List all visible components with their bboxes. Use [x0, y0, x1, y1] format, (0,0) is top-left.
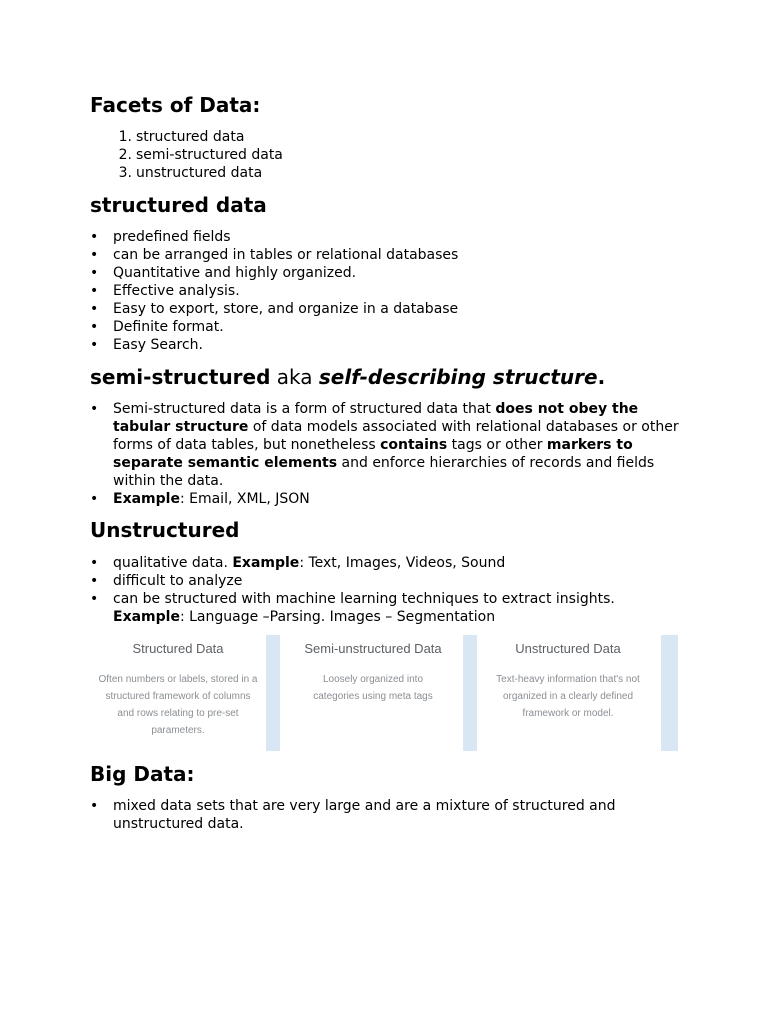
- list-item: • Easy to export, store, and organize in a database: [90, 301, 459, 317]
- data-types-figure: [90, 635, 680, 751]
- figure-divider: [661, 635, 678, 751]
- list-item: • Definite format.: [90, 319, 224, 335]
- list-item: • Example: Email, XML, JSON: [90, 491, 310, 507]
- figure-column-title: Semi-unstructured Data: [304, 641, 442, 656]
- list-item: 2. semi-structured data: [118, 147, 283, 163]
- list-item: • Semi-structured data is a form of structured data that does not obey the tabular structure of data models associated with relational databases or other forms of data tables, but nonetheless contains tags or other markers to separate semantic elements and enforce hierarchies of records and fields within the data.: [90, 401, 679, 489]
- facets-list: [118, 128, 283, 182]
- heading-unstructured: Unstructured: [90, 518, 240, 542]
- heading-structured-data: structured data: [90, 193, 267, 217]
- figure-column-description: Text-heavy information that's not organized in a clearly defined framework or model.: [496, 674, 640, 719]
- list-item: • can be arranged in tables or relational databases: [90, 247, 459, 263]
- heading-facets-of-data: Facets of Data:: [90, 93, 261, 117]
- figure-column-unstructured: [480, 635, 656, 751]
- unstructured-list: [90, 554, 693, 626]
- structured-list: [90, 228, 693, 354]
- list-item: • can be structured with machine learning techniques to extract insights. Example: Language –Parsing. Images – Segmentation: [90, 591, 615, 625]
- figure-column-structured: [90, 635, 266, 751]
- heading-big-data: Big Data:: [90, 762, 195, 786]
- big-data-list: [90, 797, 633, 833]
- list-item: • qualitative data. Example: Text, Images, Videos, Sound: [90, 555, 506, 571]
- figure-divider: [463, 635, 477, 751]
- figure-column-description: Loosely organized into categories using meta tags: [313, 674, 433, 702]
- figure-divider: [266, 635, 280, 751]
- list-item: • mixed data sets that are very large and are a mixture of structured and unstructured data.: [90, 798, 616, 832]
- heading-semi-structured: semi-structured aka self-describing structure.: [90, 365, 606, 389]
- list-item: • Quantitative and highly organized.: [90, 265, 357, 281]
- figure-column-title: Structured Data: [132, 641, 224, 656]
- list-item: • Effective analysis.: [90, 283, 240, 299]
- list-item: 3. unstructured data: [118, 165, 263, 181]
- list-item: • Easy Search.: [90, 337, 204, 353]
- list-item: • difficult to analyze: [90, 573, 243, 589]
- semi-structured-list: [90, 400, 683, 508]
- list-item: • predefined fields: [90, 229, 231, 245]
- list-item: 1. structured data: [118, 129, 245, 145]
- figure-column-title: Unstructured Data: [515, 641, 621, 656]
- figure-column-semi-unstructured: [286, 635, 460, 751]
- figure-column-description: Often numbers or labels, stored in a structured framework of columns and rows relating to pre-set parameters.: [98, 674, 258, 736]
